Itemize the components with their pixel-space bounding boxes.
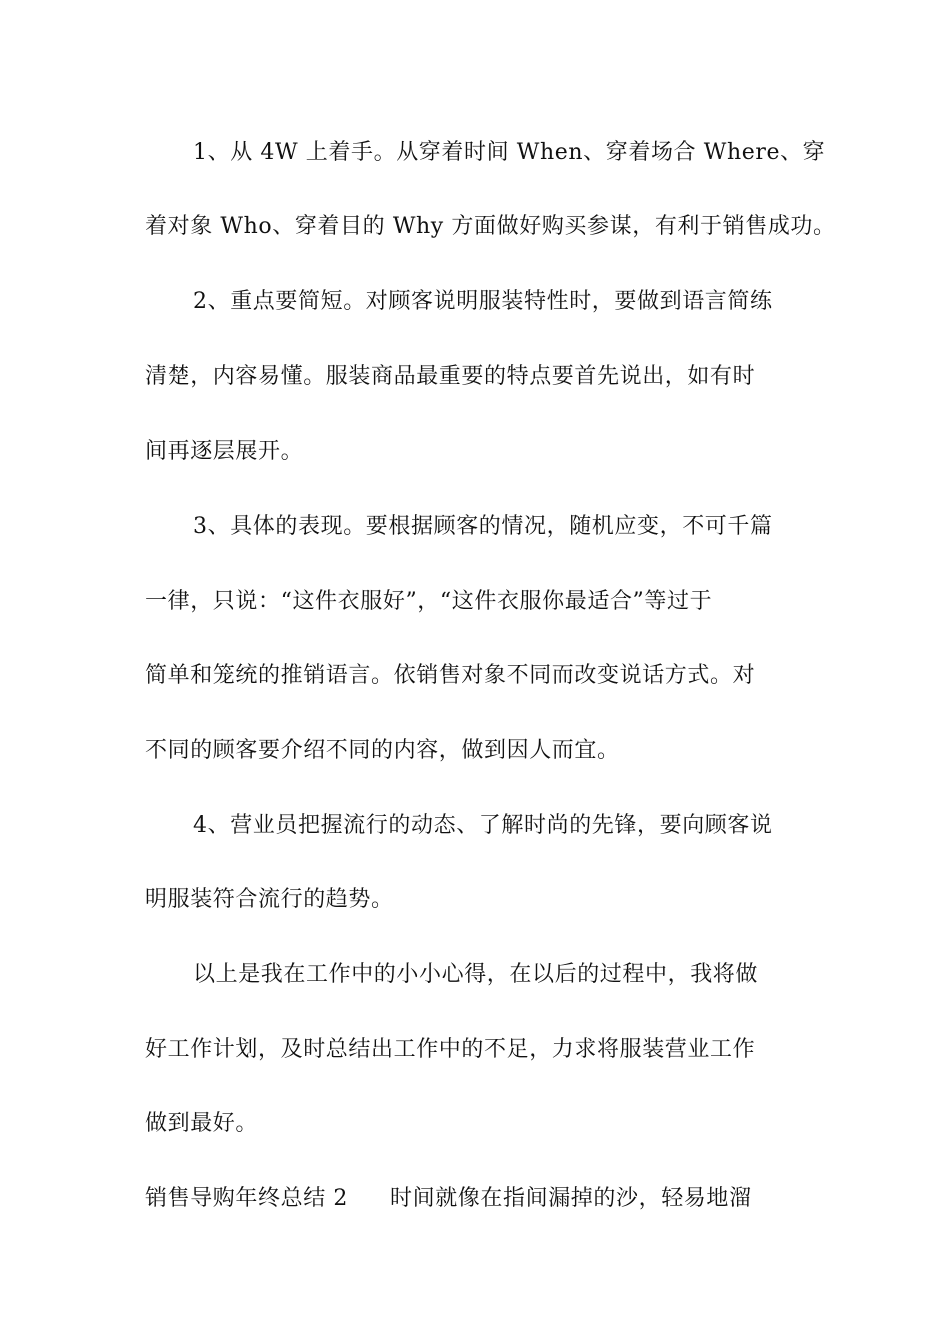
paragraph-5-line-3: 做到最好。	[145, 1111, 259, 1136]
paragraph-3-line-4: 不同的顾客要介绍不同的内容，做到因人而宜。	[145, 738, 620, 763]
paragraph-3-line-3: 简单和笼统的推销语言。依销售对象不同而改变说话方式。对	[145, 663, 756, 688]
section-first-text: 时间就像在指间漏掉的沙，轻易地溜	[390, 1186, 752, 1211]
paragraph-1-line-1: 1、从 4W 上着手。从穿着时间 When、穿着场合 Where、穿	[193, 140, 826, 165]
section-heading-line	[145, 1184, 752, 1214]
paragraph-2-line-1: 2、重点要简短。对顾客说明服装特性时，要做到语言简练	[193, 289, 773, 314]
paragraph-5-line-2: 好工作计划，及时总结出工作中的不足，力求将服装营业工作	[145, 1037, 756, 1062]
paragraph-4-line-1: 4、营业员把握流行的动态、了解时尚的先锋，要向顾客说	[193, 813, 773, 838]
paragraph-3-line-2: 一律，只说：“这件衣服好”，“这件衣服你最适合”等过于	[145, 589, 713, 614]
paragraph-2-line-2: 清楚，内容易懂。服装商品最重要的特点要首先说出，如有时	[145, 364, 756, 389]
paragraph-1-line-2: 着对象 Who、穿着目的 Why 方面做好购买参谋，有利于销售成功。	[145, 214, 836, 239]
paragraph-3-line-1: 3、具体的表现。要根据顾客的情况，随机应变，不可千篇	[193, 514, 773, 539]
section-title: 销售导购年终总结 2	[145, 1186, 348, 1211]
paragraph-2-line-3: 间再逐层展开。	[145, 439, 304, 464]
paragraph-5-line-1: 以上是我在工作中的小小心得，在以后的过程中，我将做	[193, 962, 759, 987]
paragraph-4-line-2: 明服装符合流行的趋势。	[145, 887, 394, 912]
